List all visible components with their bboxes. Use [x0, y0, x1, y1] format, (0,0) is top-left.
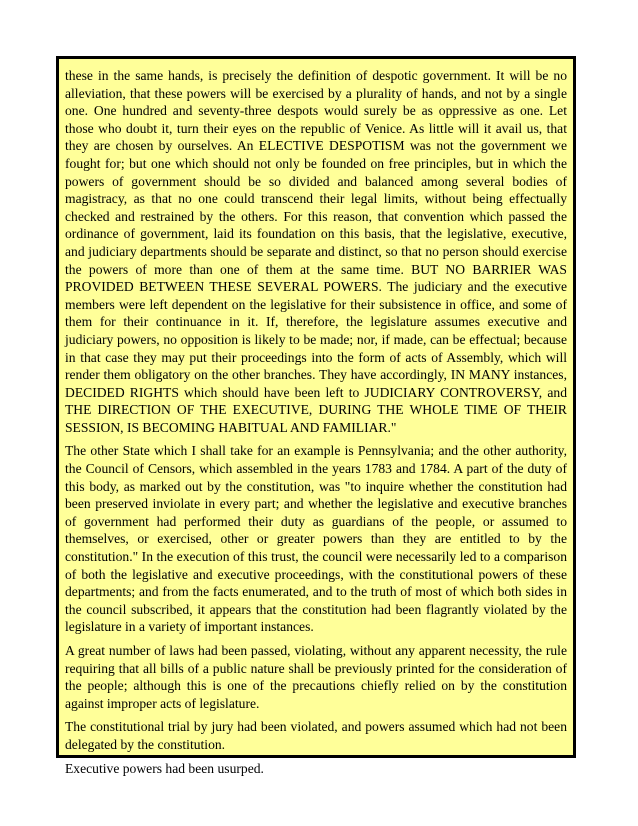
paragraph: The other State which I shall take for an example is Pennsylvania; and the other authority, the Council of Censors, which assembled in the years 1783 and 1784. A part of the duty of this body, as marked out by the constitution, was "to inquire whether the constitution had been preserved inviolate in every part; and whether the legislative and executive branches of government had performed their duty as guardians of the people, or assumed to themselves, or exercised, other or greater powers than they are entitled to by the constitution." In the execution of this trust, the council were necessarily led to a comparison of both the legislative and executive proceedings, with the constitutional powers of these departments; and from the facts enumerated, and to the truth of most of which both sides in the council subscribed, it appears that the constitution had been flagrantly violated by the legislature in a variety of important instances. — [65, 443, 567, 635]
paragraph: The constitutional trial by jury had been violated, and powers assumed which had not been delegated by the constitution. — [65, 719, 567, 752]
text-frame — [56, 56, 576, 776]
paragraph: A great number of laws had been passed, violating, without any apparent necessity, the rule requiring that all bills of a public nature shall be previously printed for the consideration of the people; although this is one of the precautions chiefly relied on by the constitution against improper acts of legislature. — [65, 643, 567, 711]
paragraph: these in the same hands, is precisely the definition of despotic government. It will be no alleviation, that these powers will be exercised by a plurality of hands, and not by a single one. One hundred and seventy-three despots would surely be as oppressive as one. Let those who doubt it, turn their eyes on the republic of Venice. As little will it avail us, that they are chosen by ourselves. An ELECTIVE DESPOTISM was not the government we fought for; but one which should not only be founded on free principles, but in which the powers of government should be so divided and balanced among several bodies of magistracy, as that no one could transcend their legal limits, without being effectually checked and restrained by the others. For this reason, that convention which passed the ordinance of government, laid its foundation on this basis, that the legislative, executive, and judiciary departments should be separate and distinct, so that no person should exercise the powers of more than one of them at the same time. BUT NO BARRIER WAS PROVIDED BETWEEN THESE SEVERAL POWERS. The judiciary and the executive members were left dependent on the legislative for their subsistence in office, and some of them for their continuance in it. If, therefore, the legislature assumes executive and judiciary powers, no opposition is likely to be made; nor, if made, can be effectual; because in that case they may put their proceedings into the form of acts of Assembly, which will render them obligatory on the other branches. They have accordingly, IN MANY instances, DECIDED RIGHTS which should have been left to JUDICIARY CONTROVERSY, and THE DIRECTION OF THE EXECUTIVE, DURING THE WHOLE TIME OF THEIR SESSION, IS BECOMING HABITUAL AND FAMILIAR." — [65, 68, 567, 435]
paragraph: Executive powers had been usurped. — [65, 760, 264, 776]
